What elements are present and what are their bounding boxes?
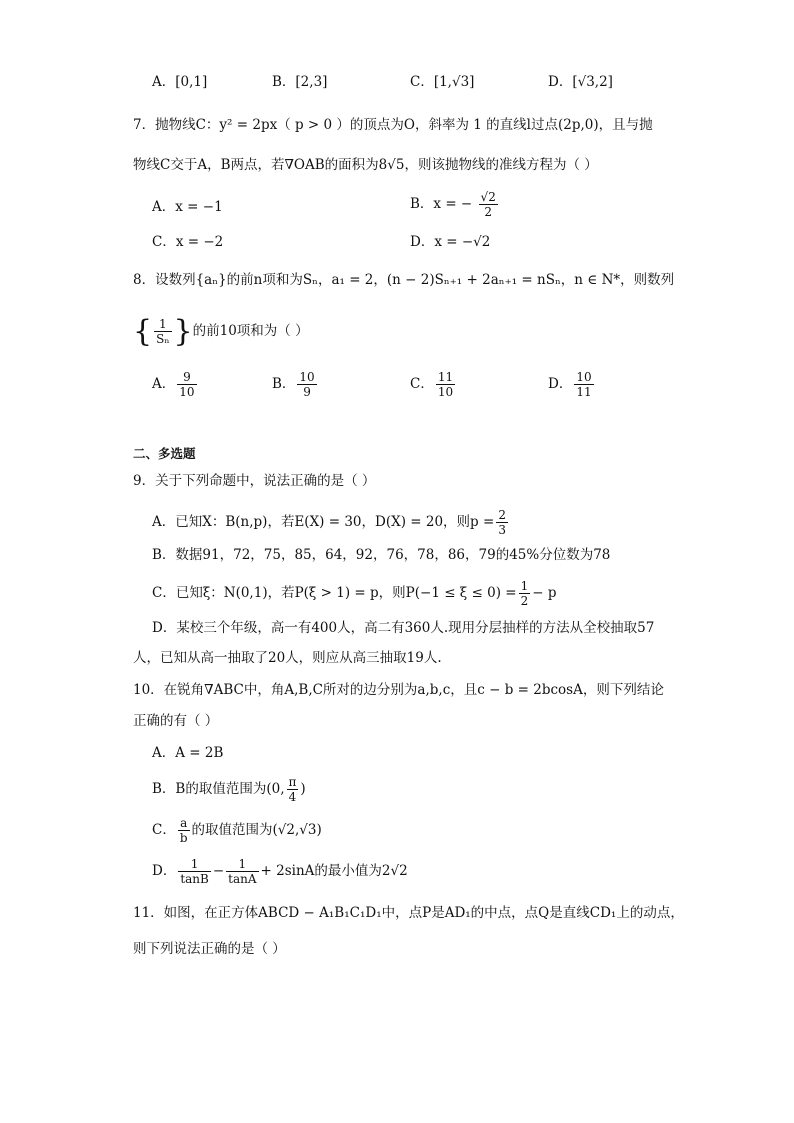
fraction-denominator: 10	[437, 385, 454, 399]
fraction-numerator: 1	[520, 579, 529, 593]
q10-option-d-fraction-1	[178, 857, 211, 886]
fraction-numerator: 1	[178, 857, 211, 872]
fraction-denominator: 11	[576, 385, 592, 399]
q10-option-c-fraction	[178, 816, 190, 845]
fraction-denominator: tanB	[180, 872, 209, 886]
fraction-denominator: 10	[179, 385, 195, 399]
fraction-denominator: 3	[498, 523, 506, 537]
option-label: C．	[152, 822, 176, 838]
q10-option-d	[152, 854, 408, 888]
q8-option-d	[548, 368, 596, 400]
q9-option-c-suffix: − p	[532, 585, 557, 601]
q9-option-a	[152, 505, 510, 539]
q7-stem-line2: 物线C交于A，B两点，若∇OAB的面积为8√5，则该抛物线的准线方程为（ ）	[133, 157, 598, 173]
q7-stem-line1: 7．抛物线C：y² = 2px（ p > 0 ）的顶点为O，斜率为 1 的直线l过点(2p,0)，且与抛	[133, 117, 653, 133]
q10-option-b-prefix: B．B的取值范围为	[152, 781, 267, 797]
fraction-denominator: 2	[484, 205, 492, 219]
fraction-numerator: 1	[226, 857, 258, 872]
q10-option-c	[152, 813, 322, 847]
option-fraction	[177, 370, 196, 399]
q9-option-d-line1: D．某校三个年级，高一有400人，高二有360人.现用分层抽样的方法从全校抽取57	[152, 620, 655, 636]
option-label: B．	[272, 376, 296, 392]
q8-sequence-fraction	[154, 317, 171, 346]
q7-option-a: A．x = −1	[152, 199, 223, 215]
fraction-numerator: 1	[154, 317, 171, 332]
q10-option-a: A．A = 2B	[152, 745, 224, 761]
q10-option-c-suffix: 的取值范围为(√2,√3)	[191, 822, 322, 838]
option-label: D．	[548, 376, 573, 392]
q6-option-c: C．[1,√3]	[410, 74, 475, 90]
option-label: C．	[410, 376, 434, 392]
fraction-denominator: 9	[303, 385, 311, 399]
option-fraction	[436, 370, 455, 399]
fraction-numerator: π	[288, 775, 297, 789]
fraction-numerator: 11	[437, 370, 454, 384]
fraction-numerator: a	[178, 816, 190, 831]
q8-option-c	[410, 368, 457, 400]
q9-option-c-fraction	[519, 579, 531, 608]
option-label: A．	[152, 376, 176, 392]
q11-stem-line2: 则下列说法正确的是（ ）	[133, 941, 286, 957]
fraction-numerator: 9	[177, 370, 196, 385]
option-fraction	[297, 370, 316, 399]
option-fraction	[574, 370, 593, 399]
option-label: D．	[152, 863, 177, 879]
q7-option-b-fraction	[479, 190, 498, 219]
open-paren: (0,	[266, 781, 285, 797]
fraction-denominator: Sₙ	[156, 332, 170, 346]
minus-sign: −	[212, 863, 225, 879]
close-paren: )	[300, 781, 306, 797]
q9-stem: 9．关于下列命题中，说法正确的是（ ）	[133, 473, 376, 489]
q9-option-c-prefix: C．已知ξ：N(0,1)，若P(ξ > 1) = p，则P(−1 ≤ ξ ≤ 0) =	[152, 585, 517, 601]
q8-stem-line1: 8．设数列{aₙ}的前n项和为Sₙ，a₁ = 2，(n − 2)Sₙ₊₁ + 2aₙ₊₁ = nSₙ，n ∈ N*，则数列	[133, 272, 675, 288]
q9-option-d-line2: 人，已知从高一抽取了20人，则应从高三抽取19人.	[133, 650, 442, 666]
q6-option-b: B．[2,3]	[272, 74, 328, 90]
q9-option-b: B．数据91，72，75，85，64，92，76，78，86，79的45%分位数为78	[152, 547, 611, 563]
q11-stem-line1: 11．如图，在正方体ABCD − A₁B₁C₁D₁中，点P是AD₁的中点，点Q是直线CD₁上的动点，	[133, 905, 684, 921]
q10-option-d-fraction-2	[226, 857, 258, 886]
q6-option-d: D．[√3,2]	[548, 74, 613, 90]
q8-stem-suffix: 的前10项和为（ ）	[192, 323, 309, 339]
fraction-numerator: 10	[299, 370, 315, 384]
fraction-denominator: b	[179, 831, 188, 845]
section-title: 二、多选题	[133, 446, 196, 461]
q9-option-a-prefix: A．已知X：B(n,p)，若E(X) = 30，D(X) = 20，则p =	[152, 514, 495, 530]
q9-option-c	[152, 576, 556, 610]
q10-stem-line2: 正确的有（ ）	[133, 713, 219, 729]
q6-option-a: A．[0,1]	[152, 74, 208, 90]
q7-option-b-prefix: B．x = −	[410, 196, 473, 212]
q7-option-c: C．x = −2	[152, 234, 224, 250]
q8-stem-line2	[133, 315, 309, 347]
fraction-numerator: 2	[498, 508, 506, 522]
q10-option-b	[152, 772, 306, 806]
q10-stem-line1: 10．在锐角∇ABC中，角A,B,C所对的边分别为a,b,c，且c − b = 2bcosA，则下列结论	[133, 682, 664, 698]
q9-option-a-fraction	[496, 508, 508, 537]
q10-option-b-fraction	[287, 775, 299, 804]
q8-option-b	[272, 368, 319, 400]
q7-option-d: D．x = −√2	[410, 234, 491, 250]
q10-option-d-suffix: + 2sinA的最小值为2√2	[260, 863, 408, 879]
left-brace: {	[133, 313, 153, 349]
q8-option-a	[152, 368, 199, 400]
fraction-denominator: tanA	[228, 872, 257, 886]
q7-option-b	[410, 190, 500, 219]
right-brace: }	[173, 313, 193, 349]
fraction-numerator: √2	[480, 190, 496, 204]
fraction-denominator: 2	[520, 594, 529, 608]
fraction-numerator: 10	[576, 370, 592, 384]
fraction-denominator: 4	[288, 790, 297, 804]
